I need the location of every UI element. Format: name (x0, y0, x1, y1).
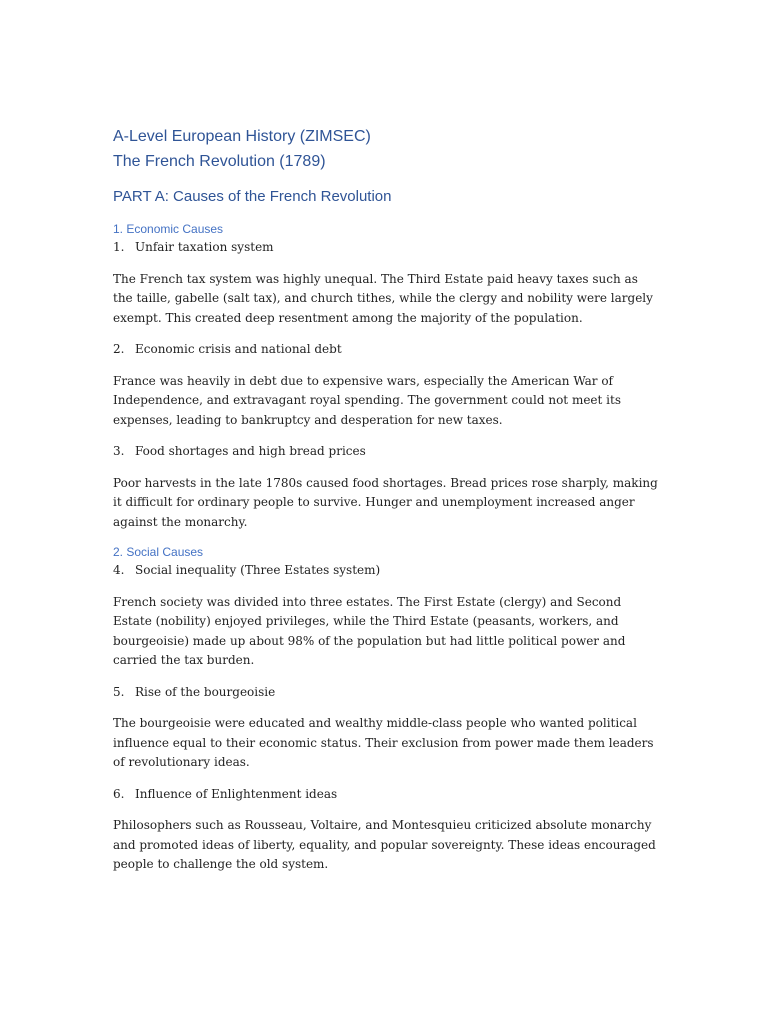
section-heading-economic: 1. Economic Causes (113, 222, 224, 236)
item-paragraph: The bourgeoisie were educated and wealthy middle-class people who wanted political influence equal to their economic status. Their exclusion from power made them leaders of revolutionary ideas. (113, 716, 654, 769)
item-title: Social inequality (Three Estates system) (135, 563, 381, 577)
item-number: 4. (113, 563, 125, 577)
list-item (113, 683, 658, 703)
item-paragraph: Philosophers such as Rousseau, Voltaire, and Montesquieu criticized absolute monarchy and promoted ideas of liberty, equality, and popular sovereignty. These ideas encouraged people to challenge the old system. (113, 818, 656, 871)
item-title: Unfair taxation system (135, 240, 274, 254)
title-line-1: A-Level European History (ZIMSEC) (113, 128, 371, 145)
item-number: 3. (113, 444, 125, 458)
part-a-heading: PART A: Causes of the French Revolution (113, 188, 392, 205)
list-item (113, 238, 658, 258)
item-paragraph: Poor harvests in the late 1780s caused food shortages. Bread prices rose sharply, making it difficult for ordinary people to survive. Hunger and unemployment increased anger against the monarchy. (113, 475, 658, 529)
list-item (113, 561, 658, 581)
item-title: Food shortages and high bread prices (135, 444, 366, 458)
section-heading-social: 2. Social Causes (113, 545, 204, 559)
item-number: 1. (113, 240, 125, 254)
item-number: 2. (113, 342, 125, 356)
item-number: 6. (113, 786, 125, 801)
item-title: Influence of Enlightenment ideas (135, 786, 338, 801)
item-number: 5. (113, 684, 125, 699)
document-page (113, 124, 658, 875)
item-title: Economic crisis and national debt (135, 342, 342, 356)
item-paragraph: The French tax system was highly unequal. The Third Estate paid heavy taxes such as the taille, gabelle (salt tax), and church tithes, while the clergy and nobility were largely exempt. This created deep resentment among the majority of the population. (113, 271, 653, 325)
list-item (113, 340, 658, 360)
item-title: Rise of the bourgeoisie (135, 684, 276, 699)
title-line-2: The French Revolution (1789) (113, 153, 326, 170)
list-item (113, 785, 658, 805)
item-paragraph: French society was divided into three estates. The First Estate (clergy) and Second Estate (nobility) enjoyed privileges, while the Third Estate (peasants, workers, and bourgeoisie) made up about 98% of the population but had little political power and carried the tax burden. (113, 594, 626, 667)
list-item (113, 442, 658, 462)
item-paragraph: France was heavily in debt due to expensive wars, especially the American War of Independence, and extravagant royal spending. The government could not meet its expenses, leading to bankruptcy and desperation for new taxes. (113, 373, 621, 427)
document-title (113, 124, 658, 174)
